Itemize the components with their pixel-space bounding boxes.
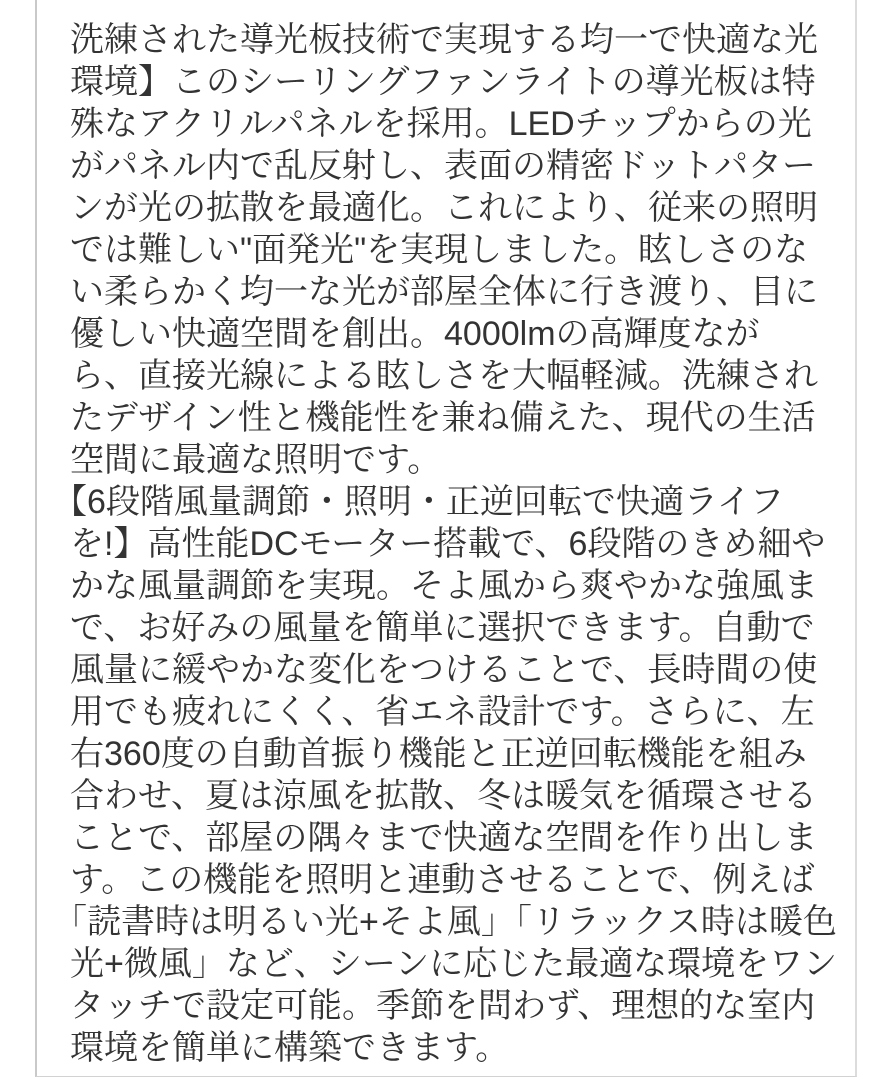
description-line: では難しい"面発光"を実現しました。眩しさのな	[70, 231, 809, 269]
description-line: 合わせ、夏は涼風を拡散、冬は暖気を循環させる	[70, 777, 817, 815]
description-line: 環境】このシーリングファンライトの導光板は特	[70, 63, 816, 101]
description-line: タッチで設定可能。季節を問わず、理想的な室内	[70, 987, 816, 1025]
description-line: 優しい快適空間を創出。4000lmの高輝度なが	[70, 315, 760, 353]
description-paragraph-light	[70, 19, 825, 481]
description-line: 風量に緩やかな変化をつけることで、長時間の使	[70, 651, 818, 689]
description-text	[37, 0, 855, 1069]
description-line: 殊なアクリルパネルを採用。LEDチップからの光	[70, 105, 812, 143]
description-line: がパネル内で乱反射し、表面の精密ドットパター	[70, 147, 816, 185]
description-line: 「読書時は明るい光+そよ風」「リラックス時は暖色	[53, 903, 837, 941]
description-line: 右360度の自動首振り機能と正逆回転機能を組み	[70, 735, 807, 773]
description-line: 環境を簡単に構築できます。	[70, 1029, 510, 1067]
description-line: す。この機能を照明と連動させることで、例えば	[70, 861, 815, 899]
description-line: で、お好みの風量を簡単に選択できます。自動で	[70, 609, 815, 647]
description-line: を!】高性能DCモーター搭載で、6段階のきめ細や	[70, 525, 826, 563]
description-line: 用でも疲れにくく、省エネ設計です。さらに、左	[70, 693, 815, 731]
description-line: 洗練された導光板技術で実現する均一で快適な光	[70, 21, 818, 59]
description-line: ら、直接光線による眩しさを大幅軽減。洗練され	[70, 357, 818, 395]
description-line: い柔らかく均一な光が部屋全体に行き渡り、目に	[70, 273, 818, 311]
description-line: ンが光の拡散を最適化。これにより、従来の照明	[70, 189, 818, 227]
description-line: かな風量調節を実現。そよ風から爽やかな強風ま	[70, 567, 818, 605]
description-line: 光+微風」など、シーンに応じた最適な環境をワン	[70, 945, 838, 983]
description-paragraph-fan	[53, 481, 838, 1069]
description-line: たデザイン性と機能性を兼ね備えた、現代の生活	[70, 399, 816, 437]
description-line: 空間に最適な照明です。	[70, 441, 442, 479]
description-panel	[35, 0, 857, 1077]
description-line: ことで、部屋の隅々まで快適な空間を作り出しま	[70, 819, 818, 857]
description-line: 【6段階風量調節・照明・正逆回転で快適ライフ	[53, 483, 784, 521]
